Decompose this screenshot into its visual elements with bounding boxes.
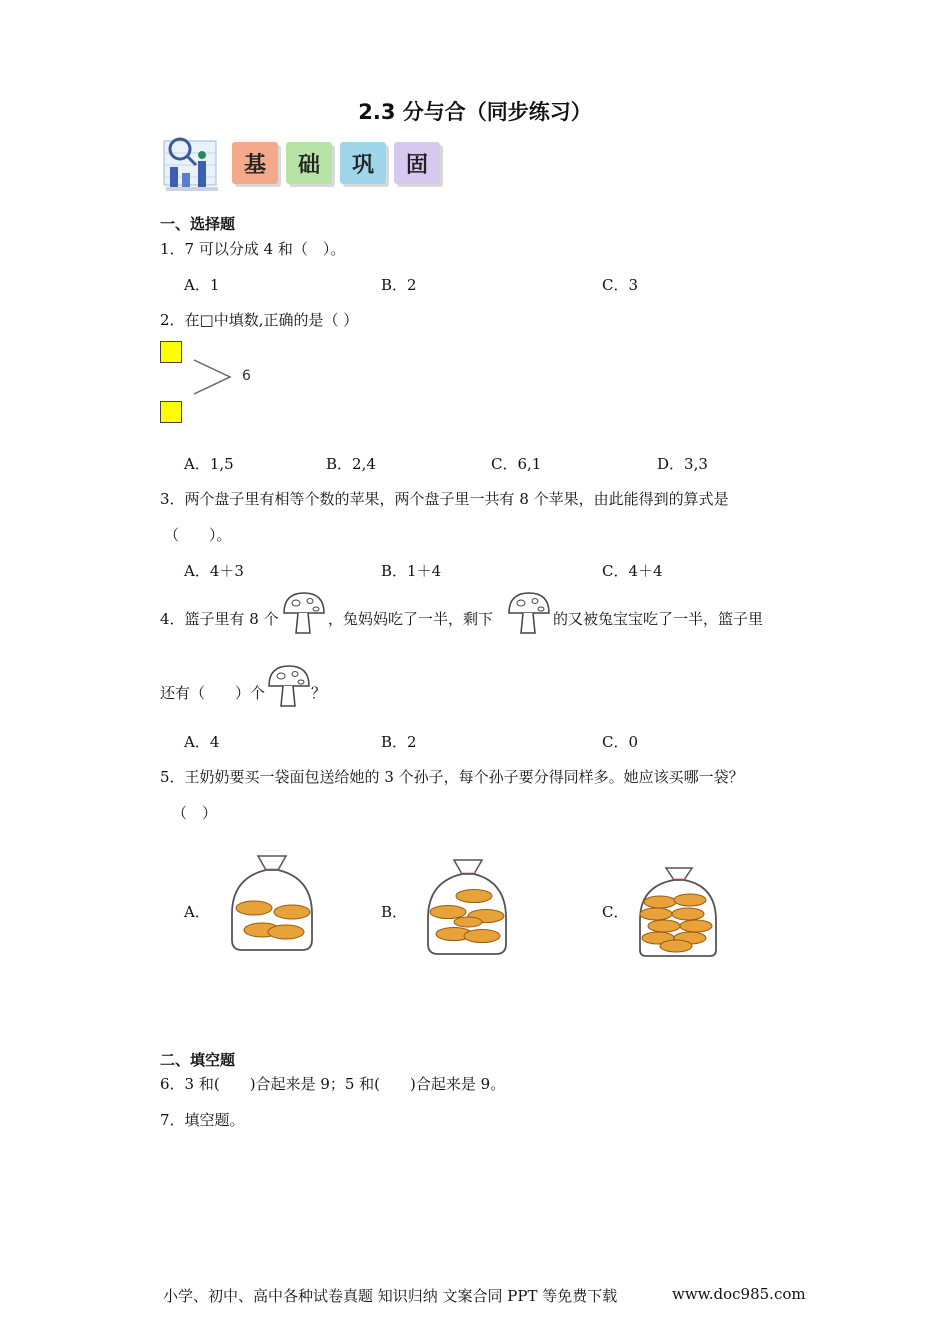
banner-tile-2: 础 [286,142,332,184]
q4-option-b: B．2 [381,733,417,751]
mushroom-icon [505,589,553,637]
q1-option-c: C．3 [602,276,639,294]
bread-bag-9-icon [636,864,720,960]
question-6: 6．3 和( )合起来是 9；5 和( )合起来是 9。 [160,1075,506,1093]
magnifier-person-icon [158,133,224,195]
q2-option-a: A．1,5 [184,455,234,473]
mushroom-icon [280,589,328,637]
footer-text: 小学、初中、高中各种试卷真题 知识归纳 文案合同 PPT 等免费下载 [163,1287,618,1305]
decomposition-lines [192,358,234,396]
blank-square-bottom [160,401,182,423]
q1-option-a: A．1 [184,276,220,294]
mushroom-icon [265,662,313,710]
q3-option-b: B．1＋4 [381,562,442,580]
q5-option-b: B． [381,903,408,921]
question-4-part1: 4．篮子里有 8 个 [160,610,279,628]
question-2: 2．在□中填数,正确的是（ ） [160,311,359,329]
q4-option-c: C．0 [602,733,639,751]
q2-option-d: D．3,3 [657,455,708,473]
question-4-part3: 的又被兔宝宝吃了一半，篮子里 [553,610,764,628]
question-5-blank: （ ） [172,804,218,822]
banner-tile-1: 基 [232,142,278,184]
footer-url: www.doc985.com [672,1285,806,1303]
q5-option-a: A． [184,903,210,921]
question-3: 3．两个盘子里有相等个数的苹果，两个盘子里一共有 8 个苹果，由此能得到的算式是 [160,490,729,508]
question-4-part4: 还有（ ）个 [160,684,266,702]
section-heading-choice: 一、选择题 [160,215,236,233]
q2-option-b: B．2,4 [326,455,376,473]
question-7: 7．填空题。 [160,1111,245,1129]
banner-tile-3: 巩 [340,142,386,184]
question-1: 1．7 可以分成 4 和（ ）。 [160,240,346,258]
q2-option-c: C．6,1 [491,455,542,473]
banner-tile-4: 固 [394,142,440,184]
question-4-part5: ？ [311,684,327,702]
q3-option-c: C．4＋4 [602,562,663,580]
whole-number: 6 [242,368,251,384]
q5-option-c: C． [602,903,629,921]
page-title: 2.3 分与合（同步练习） [358,100,592,124]
q3-option-a: A．4＋3 [184,562,244,580]
q4-option-a: A．4 [184,733,220,751]
bread-bag-6-icon [424,856,510,958]
blank-square-top [160,341,182,363]
q1-option-b: B．2 [381,276,417,294]
question-4-part2: ，兔妈妈吃了一半，剩下 [328,610,494,628]
section-heading-fill: 二、填空题 [160,1051,236,1069]
bread-bag-4-icon [228,852,316,954]
question-5: 5．王奶奶要买一袋面包送给她的 3 个孙子，每个孙子要分得同样多。她应该买哪一袋？ [160,768,744,786]
question-3-blank: （ ）。 [164,526,232,544]
